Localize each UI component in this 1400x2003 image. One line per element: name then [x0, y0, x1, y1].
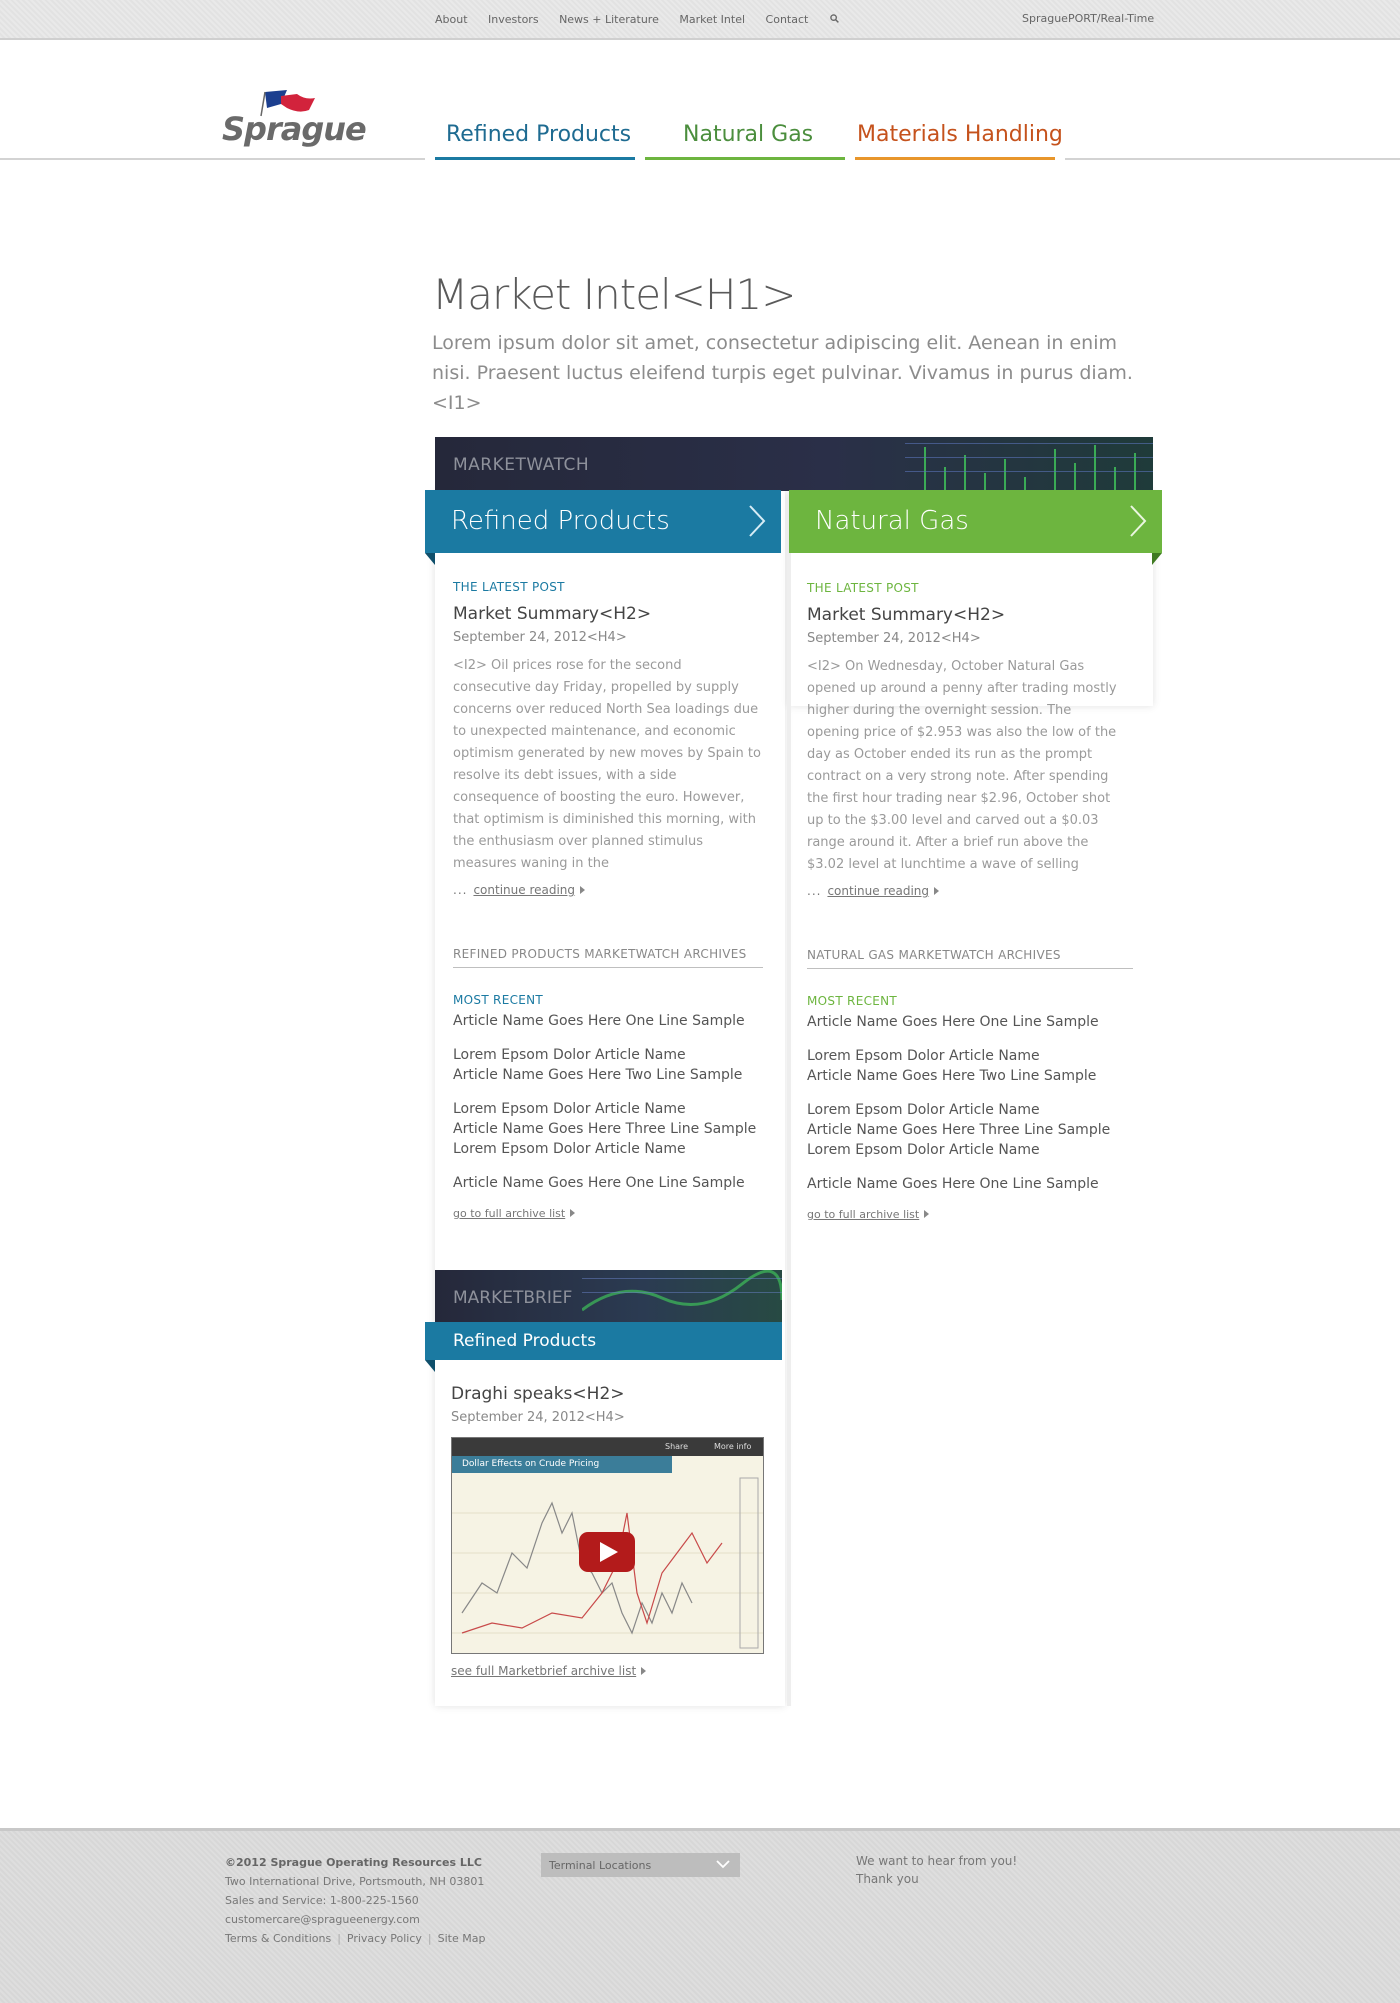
privacy-link[interactable]: Privacy Policy [346, 1932, 422, 1945]
chevron-down-icon [716, 1859, 730, 1869]
marketbrief-archive-link[interactable] [451, 1664, 646, 1678]
feedback-line-1[interactable]: We want to hear from you! [856, 1854, 1018, 1868]
column-divider [787, 553, 791, 1706]
archive-article-link[interactable]: Lorem Epsom Dolor Article Name Article Name Goes Here Three Line Sample Lorem Epsom Dolor Article Name [807, 1102, 1111, 1158]
marketbrief-refined-band[interactable] [425, 1322, 782, 1360]
terms-link[interactable]: Terms & Conditions [225, 1932, 332, 1945]
topnav-investors[interactable]: Investors [488, 13, 539, 26]
logo-wordmark: Sprague [222, 110, 366, 148]
ellipsis: ... [807, 884, 822, 898]
email-link[interactable]: customercare@spragueenergy.com [225, 1913, 420, 1926]
gas-latest-post [807, 581, 1117, 1221]
arrow-right-icon [924, 1210, 929, 1218]
separator: | [337, 1932, 341, 1945]
ticker-graphic [582, 1270, 782, 1322]
refined-products-band[interactable] [425, 490, 781, 553]
ticker-graphic [905, 437, 1153, 491]
arrow-right-icon [580, 886, 585, 894]
terminal-locations-select[interactable] [541, 1853, 740, 1877]
nav-materials-handling[interactable]: Materials Handling [857, 122, 1063, 147]
sprague-logo[interactable] [222, 90, 382, 155]
archive-article-link[interactable]: Lorem Epsom Dolor Article Name Article Name Goes Here Two Line Sample [453, 1047, 743, 1083]
video-share-button[interactable]: Share [665, 1442, 689, 1451]
arrow-right-icon [934, 887, 939, 895]
page-intro: Lorem ipsum dolor sit amet, consectetur adipiscing elit. Aenean in enim nisi. Praesent luctus eleifend turpis eget pulvinar. Vivamus in purus diam.<I1> [432, 332, 1133, 414]
continue-reading-link[interactable] [807, 884, 1117, 898]
post-title[interactable]: Market Summary<H2> [807, 605, 1006, 625]
full-archive-label[interactable]: go to full archive list [453, 1207, 566, 1220]
post-excerpt: <I2> On Wednesday, October Natural Gas opened up around a penny after trading mostly higher during the overnight session. The opening price of $2.953 was also the low of the day as October ended its run as the prompt contract on a very strong note. After spending the first hour trading near $2.96, October shot up to the $3.00 level and carved out a $0.03 range around it. After a brief run above the $3.02 level at lunchtime a wave of selling [807, 659, 1117, 872]
archive-article-link[interactable]: Lorem Epsom Dolor Article Name Article Name Goes Here Three Line Sample Lorem Epsom Dolor Article Name [453, 1101, 757, 1157]
nav-refined-products[interactable]: Refined Products [446, 122, 632, 147]
topnav-about[interactable]: About [435, 13, 468, 26]
marketbrief-band-label: Refined Products [453, 1331, 597, 1351]
refined-band-label: Refined Products [451, 506, 670, 536]
topnav-contact[interactable]: Contact [765, 13, 809, 26]
full-archive-link[interactable] [807, 1208, 1117, 1221]
full-archive-link[interactable] [453, 1207, 763, 1220]
marketbrief-archive-label[interactable]: see full Marketbrief archive list [451, 1664, 637, 1678]
nav-underline-refined [435, 157, 635, 160]
marketwatch-header [435, 437, 1153, 491]
chevron-right-icon[interactable] [747, 503, 767, 539]
arrow-right-icon [570, 1209, 575, 1217]
phone: Sales and Service: 1-800-225-1560 [225, 1894, 419, 1907]
sprague-port-link[interactable]: SpraguePORT/Real-Time [1022, 12, 1155, 25]
separator: | [427, 1932, 432, 1945]
copyright: ©2012 Sprague Operating Resources LLC [225, 1856, 482, 1869]
marketbrief-header [435, 1270, 782, 1322]
post-date: September 24, 2012<H4> [451, 1410, 625, 1425]
header-divider [1065, 158, 1400, 160]
topnav-market-intel[interactable]: Market Intel [679, 13, 746, 26]
sitemap-link[interactable]: Site Map [437, 1932, 486, 1945]
marketwatch-title: MARKETWATCH [453, 455, 590, 475]
chevron-right-icon[interactable] [1128, 503, 1148, 539]
video-title-bar [452, 1456, 672, 1473]
header-divider [0, 158, 425, 160]
refined-latest-post [453, 580, 763, 1220]
archive-article-link[interactable]: Article Name Goes Here One Line Sample [807, 1176, 1099, 1192]
footer-links [225, 1929, 485, 1948]
band-fold [425, 1360, 435, 1372]
feedback-line-2: Thank you [856, 1872, 919, 1886]
most-recent-label: MOST RECENT [807, 994, 898, 1008]
most-recent-label: MOST RECENT [453, 993, 544, 1007]
footer [0, 1828, 1400, 2003]
ellipsis: ... [453, 883, 468, 897]
continue-reading-link[interactable] [453, 883, 763, 897]
archive-heading: REFINED PRODUCTS MARKETWATCH ARCHIVES [453, 947, 763, 968]
search-icon[interactable] [830, 14, 839, 23]
arrow-right-icon [641, 1667, 646, 1675]
page-title: Market Intel<H1> [432, 270, 796, 319]
feedback-message [856, 1852, 1017, 1888]
marketbrief-post [451, 1384, 771, 1425]
archive-article-link[interactable]: Article Name Goes Here One Line Sample [453, 1013, 745, 1029]
terminal-select-label: Terminal Locations [549, 1859, 652, 1872]
archive-article-link[interactable]: Article Name Goes Here One Line Sample [807, 1014, 1099, 1030]
nav-natural-gas[interactable]: Natural Gas [683, 122, 814, 147]
gas-band-label: Natural Gas [815, 506, 969, 536]
post-excerpt: <I2> Oil prices rose for the second consecutive day Friday, propelled by supply concerns over reduced North Sea loadings due to unexpected maintenance, and economic optimism generated by new moves by Spain to resolve its debt issues, with a side consequence of boosting the euro. However, that optimism is diminished this morning, with the enthusiasm over planned stimulus measures waning in the [453, 658, 761, 871]
natural-gas-band[interactable] [789, 490, 1162, 553]
nav-underline-materials [855, 157, 1055, 160]
latest-post-label: THE LATEST POST [807, 581, 919, 595]
topnav-news-literature[interactable]: News + Literature [559, 13, 659, 26]
post-title[interactable]: Market Summary<H2> [453, 604, 652, 624]
video-more-info-button[interactable]: More info [714, 1442, 752, 1451]
video-title: Dollar Effects on Crude Pricing [462, 1459, 600, 1469]
continue-reading-label[interactable]: continue reading [827, 884, 930, 898]
video-toolbar [452, 1438, 763, 1456]
archive-heading: NATURAL GAS MARKETWATCH ARCHIVES [807, 948, 1133, 969]
post-title[interactable]: Draghi speaks<H2> [451, 1384, 625, 1404]
marketbrief-title: MARKETBRIEF [453, 1288, 573, 1308]
archive-article-link[interactable]: Lorem Epsom Dolor Article Name Article Name Goes Here Two Line Sample [807, 1048, 1097, 1084]
play-icon[interactable] [579, 1532, 635, 1572]
top-nav [435, 13, 825, 26]
full-archive-label[interactable]: go to full archive list [807, 1208, 920, 1221]
band-fold [1152, 553, 1162, 565]
top-bar [0, 0, 1400, 40]
address: Two International Drive, Portsmouth, NH 03801 [225, 1875, 485, 1888]
continue-reading-label[interactable]: continue reading [473, 883, 576, 897]
nav-underline-gas [645, 157, 845, 160]
band-fold [425, 553, 435, 565]
video-player[interactable] [451, 1437, 764, 1654]
latest-post-label: THE LATEST POST [453, 580, 565, 594]
post-date: September 24, 2012<H4> [453, 630, 627, 645]
archive-article-link[interactable]: Article Name Goes Here One Line Sample [453, 1175, 745, 1191]
footer-contact [225, 1853, 485, 1948]
post-date: September 24, 2012<H4> [807, 631, 981, 646]
